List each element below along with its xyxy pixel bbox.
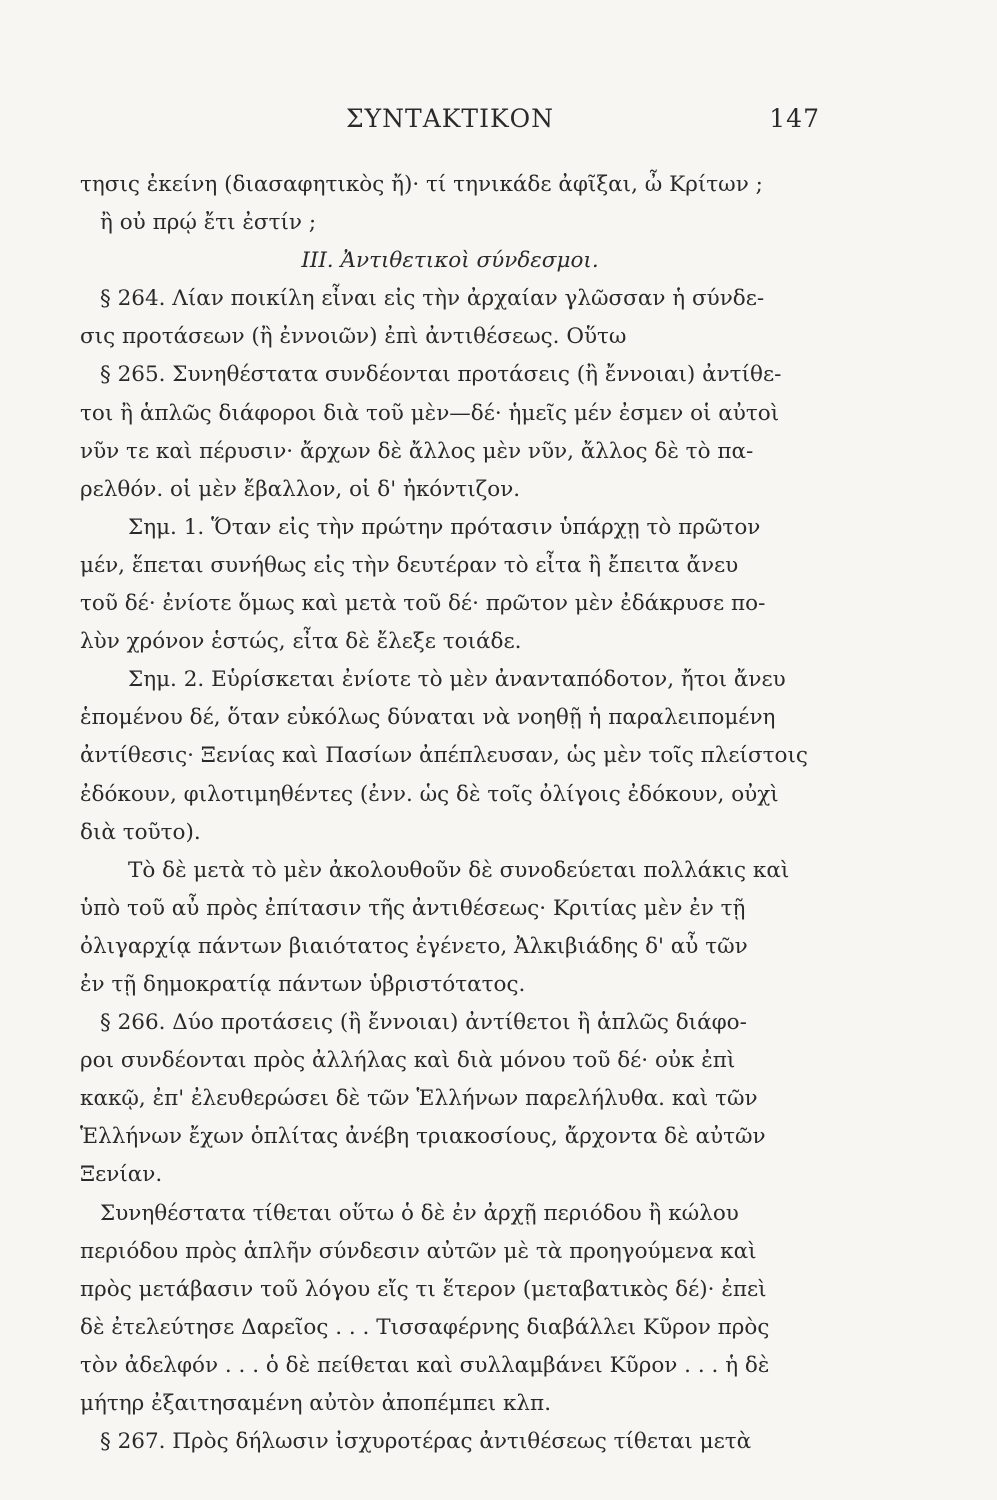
note-2-start: Σημ. 2. Εὑρίσκεται ἐνίοτε τὸ μὲν ἀνανταπόδοτον, ἤτοι ἄνευ bbox=[128, 667, 786, 693]
text-line: νῦν τε καὶ πέρυσιν· ἄρχων δὲ ἄλλος μὲν νῦν, ἄλλος δὲ τὸ πα- bbox=[80, 438, 754, 464]
text-line: κακῷ, ἐπ' ἐλευθερώσει δὲ τῶν Ἑλλήνων παρελήλυθα. καὶ τῶν bbox=[80, 1086, 758, 1112]
text-line: Ἑλλήνων ἔχων ὁπλίτας ἀνέβη τριακοσίους, ἄρχοντα δὲ αὐτῶν bbox=[80, 1124, 766, 1150]
page-body bbox=[80, 166, 820, 1461]
text-line: τησις ἐκείνη (διασαφητικὸς ἤ)· τί τηνικάδε ἀφῖξαι, ὦ Κρίτων ; bbox=[80, 172, 763, 197]
text-line: ὑπὸ τοῦ αὖ πρὸς ἐπίτασιν τῆς ἀντιθέσεως· Κριτίας μὲν ἐν τῇ bbox=[80, 895, 746, 921]
text-line: περιόδου πρὸς ἁπλῆν σύνδεσιν αὐτῶν μὲ τὰ προηγούμενα καὶ bbox=[80, 1238, 757, 1264]
paragraph-267-start: § 267. Πρὸς δήλωσιν ἰσχυροτέρας ἀντιθέσεως τίθεται μετὰ bbox=[100, 1429, 752, 1455]
text-line: λὺν χρόνον ἑστώς, εἶτα δὲ ἔλεξε τοιάδε. bbox=[80, 629, 522, 655]
section-heading: ΙΙΙ. Ἀντιθετικοὶ σύνδεσμοι. bbox=[301, 248, 599, 274]
text-line: μέν, ἕπεται συνήθως εἰς τὴν δευτέραν τὸ εἶτα ἢ ἔπειτα ἄνευ bbox=[80, 552, 739, 578]
text-line: τὸν ἀδελφόν . . . ὁ δὲ πείθεται καὶ συλλαμβάνει Κῦρον . . . ἡ δὲ bbox=[80, 1352, 770, 1378]
text-line: πρὸς μετάβασιν τοῦ λόγου εἴς τι ἕτερον (μεταβατικὸς δέ)· ἐπεὶ bbox=[80, 1276, 767, 1302]
text-line: ἀντίθεσις· Ξενίας καὶ Πασίων ἀπέπλευσαν, ὡς μὲν τοῖς πλείστοις bbox=[80, 743, 808, 769]
running-title: ΣΥΝΤΑΚΤΙΚΟΝ bbox=[345, 104, 555, 133]
paragraph-265-start: § 265. Συνηθέστατα συνδέονται προτάσεις (ἢ ἔννοιαι) ἀντίθε- bbox=[100, 362, 782, 388]
text-line: ἢ οὐ πρῴ ἔτι ἐστίν ; bbox=[100, 210, 317, 236]
text-line: ροι συνδέονται πρὸς ἀλλήλας καὶ διὰ μόνου τοῦ δέ· οὐκ ἐπὶ bbox=[80, 1048, 736, 1074]
text-line: σις προτάσεων (ἢ ἐννοιῶν) ἐπὶ ἀντιθέσεως. Οὕτω bbox=[80, 324, 627, 350]
note-1-start: Σημ. 1. Ὅταν εἰς τὴν πρώτην πρότασιν ὑπάρχῃ τὸ πρῶτον bbox=[128, 514, 761, 540]
text-line: τοῦ δέ· ἐνίοτε ὅμως καὶ μετὰ τοῦ δέ· πρῶτον μὲν ἐδάκρυσε πο- bbox=[80, 591, 766, 617]
text-line: μήτηρ ἐξαιτησαμένη αὐτὸν ἀποπέμπει κλπ. bbox=[80, 1391, 552, 1416]
paragraph-start: Τὸ δὲ μετὰ τὸ μὲν ἀκολουθοῦν δὲ συνοδεύεται πολλάκις καὶ bbox=[128, 857, 790, 883]
text-line: ἑπομένου δέ, ὅταν εὐκόλως δύναται νὰ νοηθῇ ἡ παραλειπομένη bbox=[80, 705, 776, 731]
paragraph-266-start: § 266. Δύο προτάσεις (ἢ ἔννοιαι) ἀντίθετοι ἢ ἁπλῶς διάφο- bbox=[100, 1010, 747, 1036]
text-line: ἐδόκουν, φιλοτιμηθέντες (ἐνν. ὡς δὲ τοῖς ὀλίγοις ἐδόκουν, οὐχὶ bbox=[80, 781, 779, 807]
paragraph-264-start: § 264. Λίαν ποικίλη εἶναι εἰς τὴν ἀρχαίαν γλῶσσαν ἡ σύνδε- bbox=[100, 286, 765, 312]
paragraph-start: Συνηθέστατα τίθεται οὕτω ὁ δὲ ἐν ἀρχῇ περιόδου ἢ κώλου bbox=[100, 1200, 739, 1226]
text-line: ρελθόν. οἱ μὲν ἔβαλλον, οἱ δ' ἠκόντιζον. bbox=[80, 476, 521, 502]
text-line: τοι ἢ ἁπλῶς διάφοροι διὰ τοῦ μὲν—δέ· ἡμεῖς μέν ἐσμεν οἱ αὐτοὶ bbox=[80, 400, 780, 426]
text-line: δὲ ἐτελεύτησε Δαρεῖος . . . Τισσαφέρνης διαβάλλει Κῦρον πρὸς bbox=[80, 1314, 770, 1340]
text-line: διὰ τοῦτο). bbox=[80, 819, 201, 845]
page-header bbox=[80, 104, 820, 144]
text-line: ὀλιγαρχίᾳ πάντων βιαιότατος ἐγένετο, Ἀλκιβιάδης δ' αὖ τῶν bbox=[80, 933, 748, 959]
text-line: ἐν τῇ δημοκρατίᾳ πάντων ὑβριστότατος. bbox=[80, 971, 526, 997]
text-line: Ξενίαν. bbox=[80, 1162, 163, 1188]
page-number: 147 bbox=[769, 104, 820, 133]
